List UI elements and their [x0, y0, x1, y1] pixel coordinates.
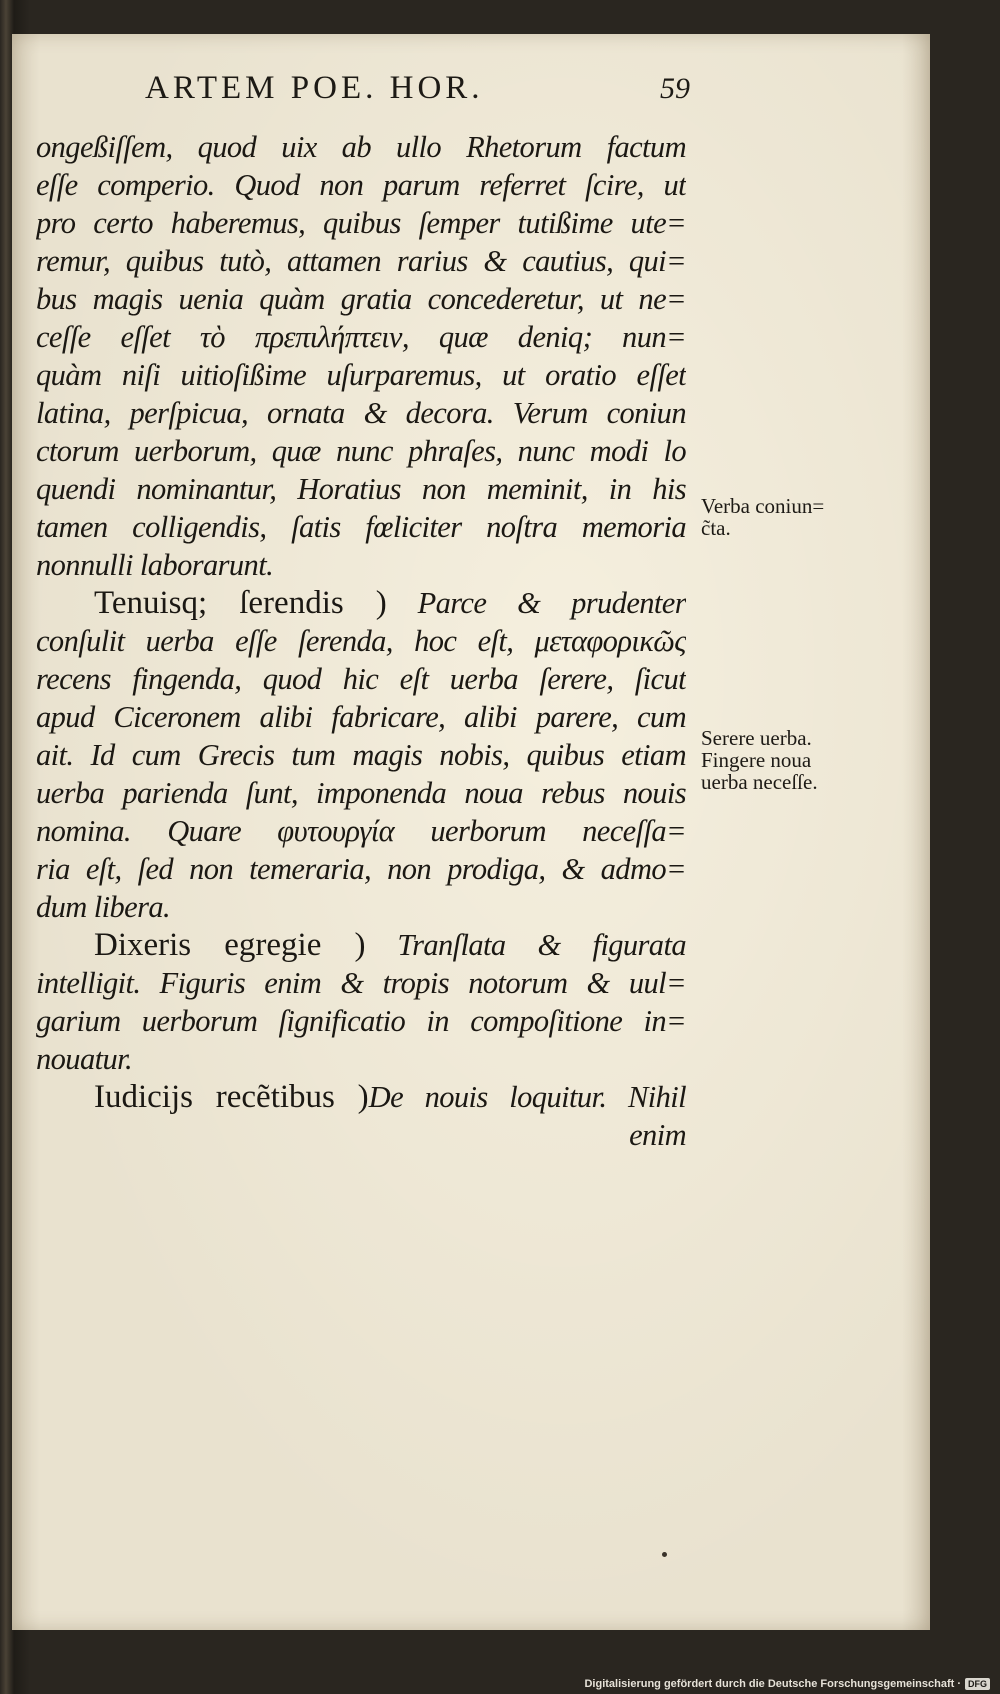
text-line — [36, 774, 686, 812]
line-text: remur, quibus tutò, attamen rarius & cautius, qui= — [36, 244, 686, 278]
footer-credit: Digitalisierung gefördert durch die Deutsche Forschungsgemeinschaft · — [584, 1678, 961, 1690]
ink-speck — [662, 1552, 667, 1557]
lemma: Dixeris egregie ) — [94, 927, 366, 963]
text-line — [36, 888, 686, 926]
text-line — [36, 546, 686, 584]
line-text: conſulit uerba eſſe ſerenda, hoc eſt, μεταφορικῶς — [36, 624, 686, 658]
line-text: tamen colligendis, ſatis fœliciter noſtra memoria — [36, 510, 686, 544]
text-line — [36, 166, 686, 204]
line-text: bus magis uenia quàm gratia concederetur, ut ne= — [36, 282, 686, 316]
text-line — [36, 736, 686, 774]
text-line — [36, 622, 686, 660]
line-text: ceſſe eſſet τὸ πρεπιλήπτειν, quæ deniq; nun= — [36, 320, 686, 354]
line-text: De nouis loquitur. Nihil — [368, 1080, 686, 1114]
text-line — [36, 660, 686, 698]
line-text: Parce & prudenter — [386, 586, 686, 620]
line-text: ait. Id cum Grecis tum magis nobis, quibus etiam — [36, 738, 686, 772]
text-line — [36, 242, 686, 280]
lemma: Tenuisq; ſerendis ) — [94, 585, 387, 621]
line-text: garium uerborum ſignificatio in compoſitione in= — [36, 1004, 686, 1038]
text-line — [36, 1040, 686, 1078]
text-line — [36, 280, 686, 318]
text-line — [36, 926, 686, 964]
digitization-footer — [584, 1678, 990, 1690]
line-text: nonnulli laborarunt. — [36, 548, 274, 582]
line-text: latina, perſpicua, ornata & decora. Verum coniun — [36, 396, 686, 430]
text-line — [36, 508, 686, 546]
line-text: Tranſlata & figurata — [365, 928, 686, 962]
text-line — [36, 964, 686, 1002]
line-text: quàm niſi uitioſißime uſurparemus, ut oratio eſſet — [36, 358, 686, 392]
text-line — [36, 470, 686, 508]
text-line — [36, 394, 686, 432]
line-text: nouatur. — [36, 1042, 133, 1076]
line-text: enim — [629, 1118, 686, 1152]
running-title: ARTEM POE. HOR. — [145, 70, 484, 106]
text-line — [36, 812, 686, 850]
text-line — [36, 432, 686, 470]
dfg-logo: DFG — [965, 1678, 990, 1690]
text-line — [36, 698, 686, 736]
text-line — [36, 1002, 686, 1040]
running-head — [145, 70, 690, 107]
marginal-note-serere-uerba: Serere uerba. Fingere noua uerba neceſſe. — [701, 726, 818, 794]
line-text: uerba parienda ſunt, imponenda noua rebus nouis — [36, 776, 686, 810]
text-line — [36, 318, 686, 356]
text-line — [36, 128, 686, 166]
lemma: Iudicijs recẽtibus ) — [94, 1079, 369, 1115]
line-text: ria eſt, ſed non temeraria, non prodiga, & admo= — [36, 852, 686, 886]
line-text: pro certo haberemus, quibus ſemper tutißime ute= — [36, 206, 686, 240]
text-line — [36, 356, 686, 394]
line-text: apud Ciceronem alibi fabricare, alibi parere, cum — [36, 700, 686, 734]
text-line — [36, 1116, 686, 1154]
text-line — [36, 850, 686, 888]
text-line — [36, 1078, 686, 1116]
line-text: quendi nominantur, Horatius non meminit, in his — [36, 472, 686, 506]
page-number: 59 — [660, 72, 690, 105]
line-text: intelligit. Figuris enim & tropis notorum & uul= — [36, 966, 686, 1000]
line-text: ongeßiſſem, quod uix ab ullo Rhetorum factum — [36, 130, 686, 164]
text-line — [36, 204, 686, 242]
line-text: dum libera. — [36, 890, 171, 924]
line-text: eſſe comperio. Quod non parum referret ſcire, ut — [36, 168, 686, 202]
line-text: recens fingenda, quod hic eſt uerba ſerere, ſicut — [36, 662, 686, 696]
line-text: ctorum uerborum, quæ nunc phraſes, nunc modi lo — [36, 434, 686, 468]
text-line — [36, 584, 686, 622]
page-body-text — [36, 128, 686, 1154]
line-text: nomina. Quare φυτουργία uerborum neceſſa= — [36, 814, 686, 848]
marginal-note-verba-coniuncta: Verba coniun= c̃ta. — [701, 494, 825, 540]
